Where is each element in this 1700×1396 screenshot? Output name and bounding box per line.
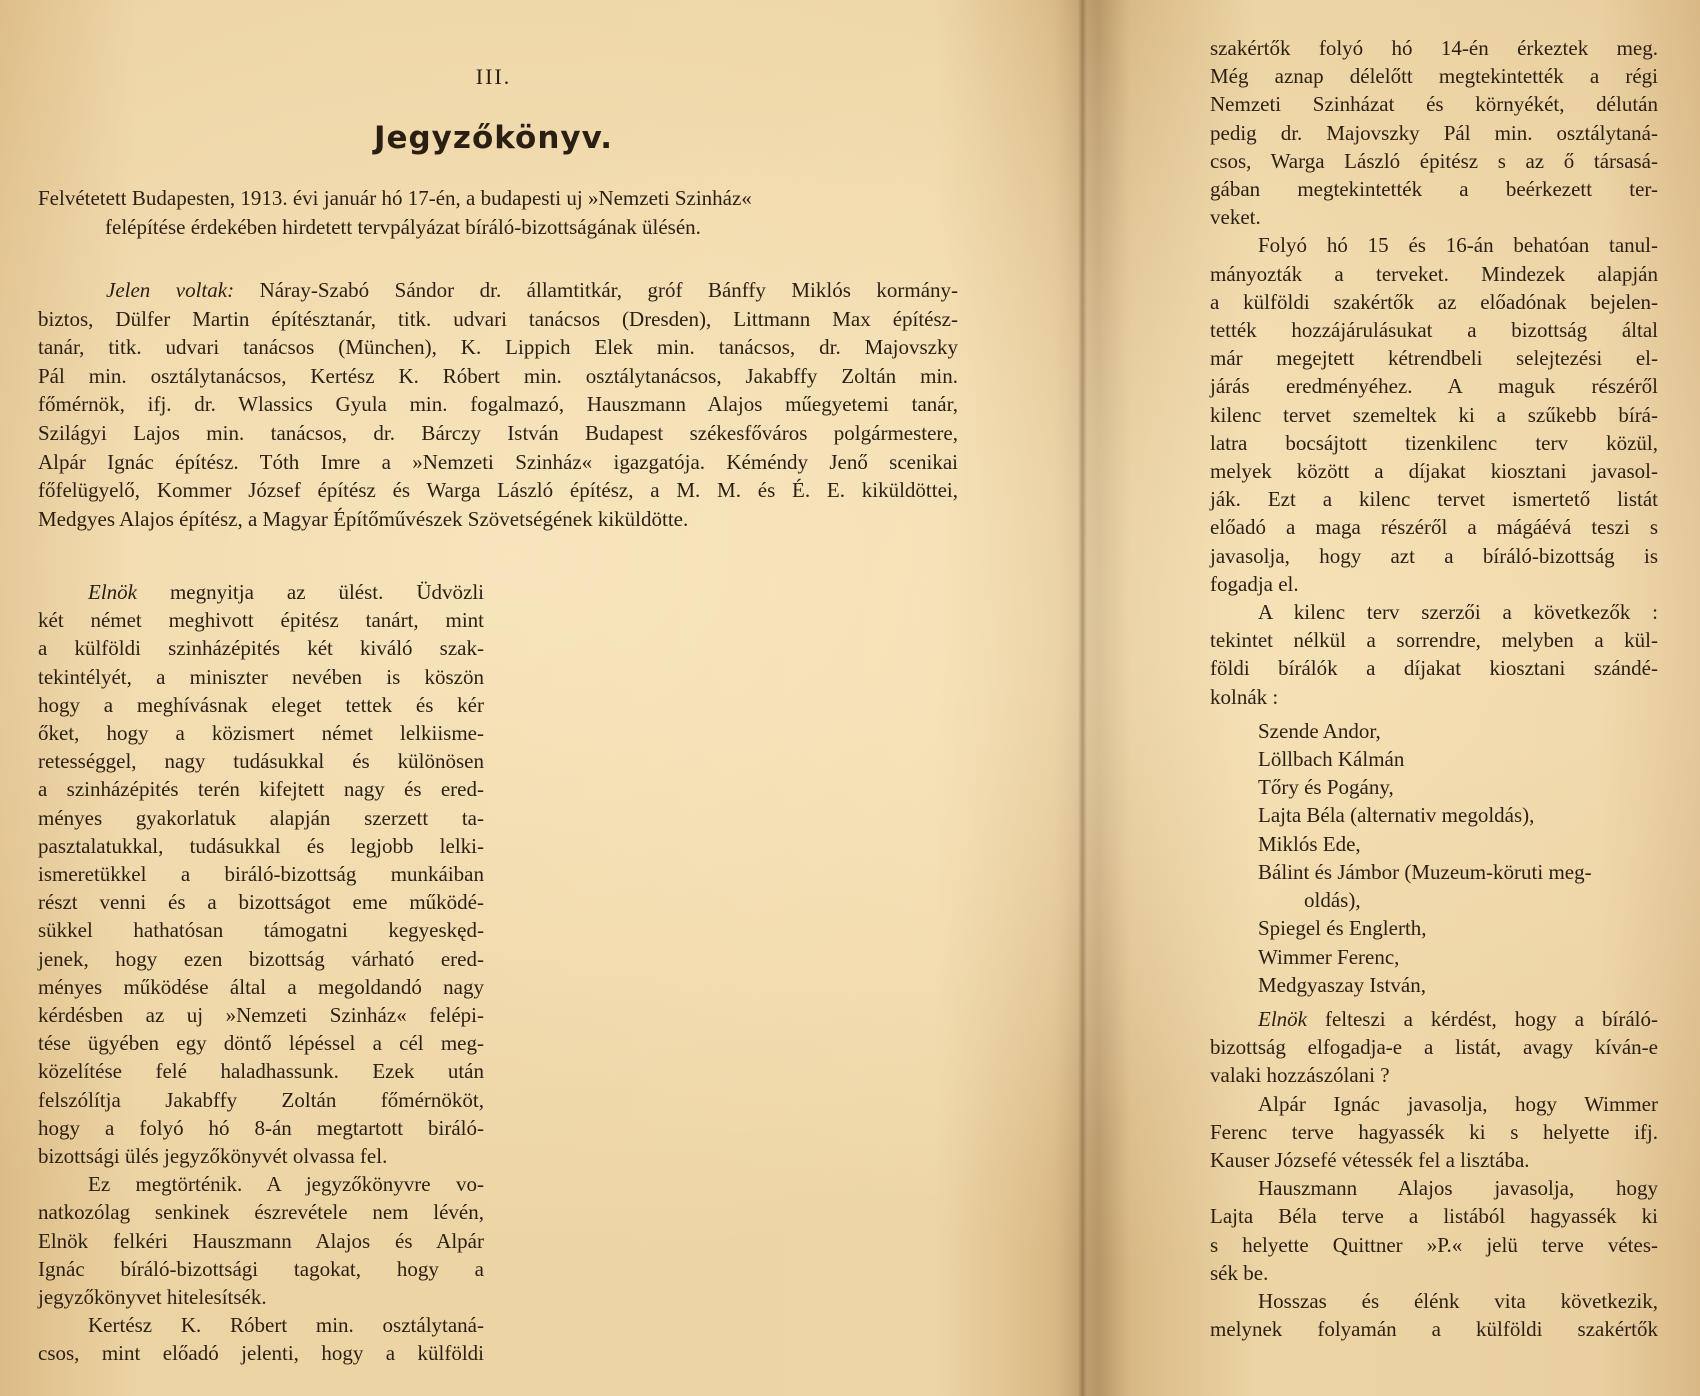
text-line: kolnák : (1210, 684, 1279, 709)
text-line: Lajta Béla terve a listából hagyassék ki (1210, 1204, 1658, 1229)
section-number: III. (475, 64, 512, 89)
attendees-paragraph (38, 276, 958, 533)
text-line: melynek folyamán a külföldi szakértők (1210, 1317, 1658, 1342)
text-line: a külföldi szakértők az előadónak bejelen- (1210, 289, 1658, 314)
text-line: hogy a meghívásnak eleget tettek és kér (38, 692, 484, 717)
text-line: előadó a maga részéről a mágáévá teszi s (1210, 515, 1658, 540)
list-item: Bálint és Jámbor (Muzeum-köruti meg- (1258, 859, 1592, 884)
text-line: a szinházépités terén kifejtett nagy és ered- (38, 777, 484, 802)
text-line: szakértők folyó hó 14-én érkeztek meg. (1210, 36, 1658, 60)
text-line: valaki hozzászólani ? (1210, 1063, 1390, 1088)
architect-list (1210, 717, 1658, 999)
list-item: Lajta Béla (alternativ megoldás), (1258, 803, 1535, 828)
text-line: javasolja, hogy azt a bíráló-bizottság is (1210, 543, 1658, 568)
text-line: latra bocsájtott tizenkilenc terv közül, (1210, 430, 1658, 455)
text-line: tése ügyében egy döntő lépéssel a cél meg- (38, 1031, 484, 1056)
text-line: a külföldi szinházépités két kiváló szak- (38, 636, 484, 661)
chairman-label: Elnök (88, 580, 137, 604)
text-line: tekintet nélkül a sorrendre, melyben a kül- (1210, 628, 1658, 653)
list-item: Tőry és Pogány, (1258, 775, 1394, 800)
book-gutter (1078, 0, 1087, 1396)
list-item: Spiegel és Englerth, (1258, 916, 1427, 941)
text-line: két német meghivott épitész tanárt, mint (38, 608, 484, 633)
page-title: Jegyzőkönyv. (373, 120, 614, 156)
text-line: melyek között a díjakat kiosztani javasol- (1210, 459, 1658, 484)
text-line: Elnök felkéri Hauszmann Alajos és Alpár (38, 1228, 484, 1253)
text-line: Még aznap délelőtt megtekintették a régi (1210, 64, 1658, 89)
text-line: kilenc tervet szemeltek ki a szűkebb bírá- (1210, 402, 1658, 427)
text-line: tették hozzájárulásukat a bizottság által (1210, 318, 1658, 343)
text-line: mányozták a terveket. Mindezek alapján (1210, 261, 1658, 286)
text-line: gában megtekintették a beérkezett ter- (1210, 177, 1658, 202)
text-line: bizottság elfogadja-e a listát, avagy kíván-e (1210, 1035, 1658, 1060)
text-line: Medgyes Alajos építész, a Magyar Építőművészek Szövetségének kiküldötte. (38, 506, 689, 531)
text-line: részt venni és a bizottságot eme működé- (38, 890, 484, 915)
list-item: Wimmer Ferenc, (1258, 944, 1400, 969)
text-line: ményes működése által a megoldandó nagy (38, 974, 484, 999)
text-line: Kertész K. Róbert min. osztálytaná- (88, 1313, 484, 1338)
text-line: csos, Warga László épitész s az ő társasá- (1210, 148, 1658, 173)
text-line: földi bírálók a díjakat kiosztani szándé- (1210, 656, 1658, 681)
text-line: Pál min. osztálytanácsos, Kertész K. Róbert min. osztálytanácsos, Jakabffy Zoltán min. (38, 363, 958, 388)
text-line: Felvétetett Budapesten, 1913. évi január hó 17-én, a budapesti uj »Nemzeti Szinház« (38, 186, 752, 210)
list-item: oldás), (1304, 888, 1361, 913)
text-line: Nemzeti Szinházat és környékét, délután (1210, 92, 1658, 117)
list-item: Löllbach Kálmán (1258, 747, 1405, 772)
text-line: járás eredményéhez. A maguk részéről (1210, 374, 1658, 399)
text-line: Hauszmann Alajos javasolja, hogy (1258, 1176, 1658, 1201)
text-line: felszólítja Jakabffy Zoltán főmérnököt, (38, 1087, 484, 1112)
text-line: Ignác bíráló-bizottsági tagokat, hogy a (38, 1256, 484, 1281)
text-line: s helyette Quittner »P.« jelü terve vétes- (1210, 1232, 1658, 1257)
text-line: Ferenc terve hagyassék ki s helyette ifj. (1210, 1119, 1658, 1144)
text-line: Ez megtörténik. A jegyzőkönyvre vo- (88, 1172, 484, 1197)
text-line: tekintélyét, a miniszter nevében is köszön (38, 664, 484, 689)
text-line: veket. (1210, 205, 1261, 230)
chairman-label: Elnök (1258, 1006, 1307, 1031)
text-line: jegyzőkönyvet hitelesítsék. (38, 1285, 267, 1310)
text-line: Alpár Ignác építész. Tóth Imre a »Nemzeti Szinház« igazgatója. Kéméndy Jenő scenikai (38, 449, 958, 474)
text-line: pasztalatukkal, tudásukkal és legjobb lelki- (38, 833, 484, 858)
text-line: felépítése érdekében hirdetett tervpályázat bíráló-bizottságának ülésén. (105, 215, 701, 239)
text-line: Szilágyi Lajos min. tanácsos, dr. Bárczy István Budapest székesfőváros polgármestere, (38, 420, 958, 445)
list-item: Miklós Ede, (1258, 831, 1361, 856)
list-item: Szende Andor, (1258, 718, 1381, 743)
text-line: Alpár Ignác javasolja, hogy Wimmer (1258, 1091, 1658, 1116)
text-line: Elnök megnyitja az ülést. Üdvözli (88, 580, 484, 604)
text-line: bizottsági ülés jegyzőkönyvét olvassa fel. (38, 1144, 388, 1169)
text-line: kérdésben az uj »Nemzeti Szinház« felépi- (38, 1003, 484, 1028)
text-line: fogadja el. (1210, 571, 1299, 596)
text-line: sék be. (1210, 1260, 1269, 1285)
text-line: ményes gyakorlatuk alapján szerzett ta- (38, 805, 484, 830)
list-item: Medgyaszay István, (1258, 972, 1426, 997)
text-line: már megejtett kétrendbeli selejtezési el- (1210, 346, 1658, 371)
text-line: A kilenc terv szerzői a következők : (1258, 600, 1658, 625)
text-line: retességgel, nagy tudásukkal és különösen (38, 749, 484, 774)
present-label: Jelen voltak: (106, 278, 235, 302)
text-line: pedig dr. Majovszky Pál min. osztálytaná- (1210, 120, 1658, 145)
text-line: főmérnök, ifj. dr. Wlassics Gyula min. fogalmazó, Hauszmann Alajos műegyetemi tanár, (38, 392, 958, 417)
text-line: natkozólag senkinek észrevétele nem lévén, (38, 1200, 484, 1225)
right-body-column (1210, 34, 1658, 1343)
text-line: őket, hogy a közismert német lelkiisme- (38, 721, 484, 746)
text-line: főfelügyelő, Kommer József építész és Warga László építész, a M. M. és É. E. kiküldöttei, (38, 478, 958, 503)
text-line: Folyó hó 15 és 16-án behatóan tanul- (1258, 233, 1658, 258)
left-body-column (38, 578, 484, 1368)
text-line: Elnök felteszi a kérdést, hogy a bíráló- (1258, 1006, 1659, 1031)
text-line: Kauser Józsefé vétessék fel a lisztába. (1210, 1147, 1530, 1172)
text-line: Jelen voltak: Náray-Szabó Sándor dr. államtitkár, gróf Bánffy Miklós kormány- (106, 278, 959, 302)
text-line: ismeretükkel a biráló-bizottság munkáiban (38, 862, 484, 887)
text-line: tanár, titk. udvari tanácsos (München), K. Lippich Elek min. tanácsos, dr. Majovszky (38, 335, 958, 360)
text-line: sükkel hathatósan támogatni kegyeskęd- (38, 918, 484, 943)
text-line: ják. Ezt a kilenc tervet ismertető listát (1210, 487, 1658, 512)
text-line: biztos, Dülfer Martin építésztanár, titk. udvari tanácsos (Dresden), Littmann Max építész- (38, 306, 958, 331)
text-line: csos, mint előadó jelenti, hogy a külföldi (38, 1341, 484, 1366)
text-line: hogy a folyó hó 8-án megtartott biráló- (38, 1115, 484, 1140)
recorded-statement (38, 184, 958, 242)
text-line: közelítése felé haladhassunk. Ezek után (38, 1059, 484, 1084)
text-line: Hosszas és élénk vita következik, (1258, 1288, 1658, 1313)
text-line: jenek, hogy ezen bizottság várható ered- (38, 946, 484, 971)
